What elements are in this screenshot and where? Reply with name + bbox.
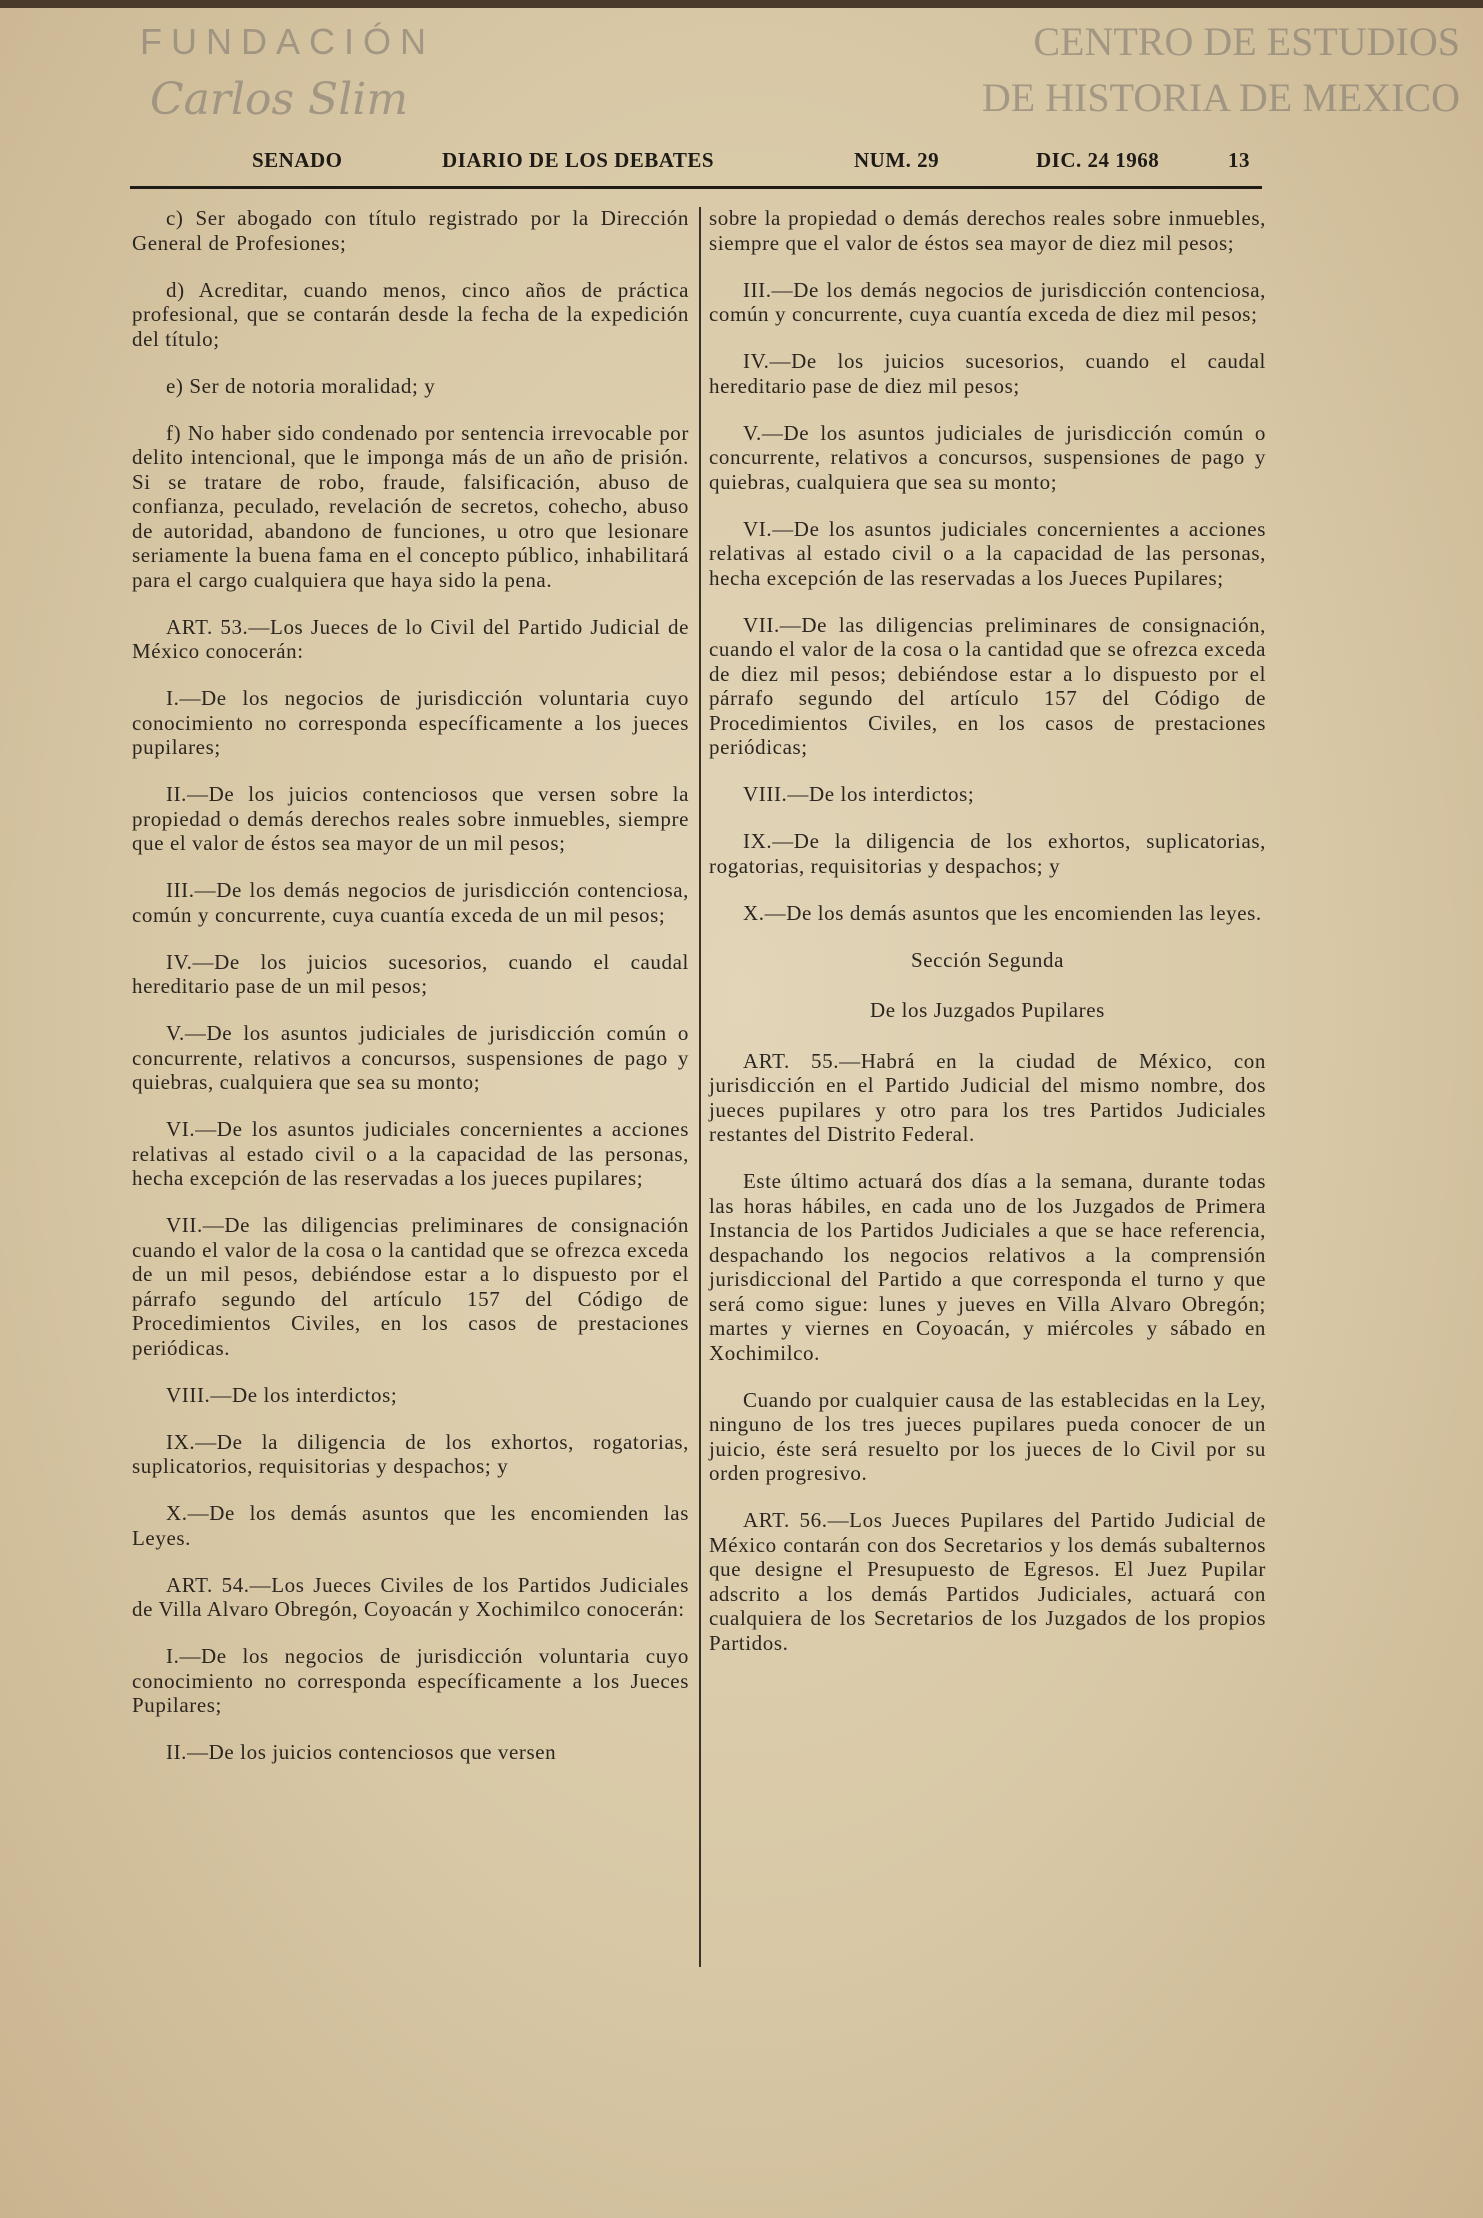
- column-divider: [699, 207, 701, 1967]
- paragraph: IV.—De los juicios sucesorios, cuando el caudal hereditario pase de un mil pesos;: [132, 949, 689, 998]
- section-heading: De los Juzgados Pupilares: [870, 998, 1105, 1022]
- paragraph: c) Ser abogado con título registrado por la Dirección General de Profesiones;: [132, 206, 689, 255]
- watermark-signature: Carlos Slim: [150, 74, 409, 125]
- paragraph: I.—De los negocios de jurisdicción voluntaria cuyo conocimiento no corresponda específicamente a los jueces pupilares;: [132, 686, 689, 759]
- paragraph: VII.—De las diligencias preliminares de consignación cuando el valor de la cosa o la cantidad que se ofrezca exceda de un mil pesos, debiéndose estar a lo dispuesto por el párrafo segundo del artículo 157 del Código de Procedimientos Civiles, en los casos de prestaciones periódicas.: [132, 1213, 689, 1360]
- paragraph: III.—De los demás negocios de jurisdicción contenciosa, común y concurrente, cuya cuantía exceda de un mil pesos;: [132, 878, 689, 927]
- right-column: [709, 206, 1266, 1678]
- paragraph: ART. 53.—Los Jueces de lo Civil del Partido Judicial de México conocerán:: [132, 614, 689, 663]
- header-number: NUM. 29: [854, 148, 940, 172]
- watermark-line: ESTUDIOS: [1266, 19, 1460, 64]
- paragraph: d) Acreditar, cuando menos, cinco años de práctica profesional, que se contarán desde la fecha de la expedición del título;: [132, 277, 689, 351]
- header-title: DIARIO DE LOS DEBATES: [442, 148, 715, 172]
- paragraph: X.—De los demás asuntos que les encomienden las Leyes.: [132, 1501, 689, 1550]
- running-header: [132, 148, 1259, 178]
- paragraph: IX.—De la diligencia de los exhortos, rogatorias, suplicatorios, requisitorias y despachos; y: [132, 1429, 689, 1478]
- paragraph: IX.—De la diligencia de los exhortos, suplicatorias, rogatorias, requisitorias y despachos; y: [709, 829, 1266, 878]
- paragraph: Cuando por cualquier causa de las establecidas en la Ley, ninguno de los tres jueces pupilares pueda conocer de un juicio, éste será resuelto por los jueces de lo Civil por su orden progresivo.: [709, 1387, 1266, 1485]
- paragraph: ART. 55.—Habrá en la ciudad de México, con jurisdicción en el Partido Judicial del mismo nombre, dos jueces pupilares y otro para los tres Partidos Judiciales restantes del Distrito Federal.: [709, 1048, 1266, 1146]
- paragraph: II.—De los juicios contenciosos que versen: [166, 1740, 557, 1764]
- paragraph: V.—De los asuntos judiciales de jurisdicción común o concurrente, relativos a concursos, suspensiones de pago y quiebras, cualquiera que sea su monto;: [709, 420, 1266, 494]
- paragraph: VIII.—De los interdictos;: [743, 782, 975, 806]
- watermark-centro: [880, 14, 1460, 126]
- scan-edge: [0, 0, 1483, 8]
- paragraph: VII.—De las diligencias preliminares de consignación, cuando el valor de la cosa o la cantidad que se ofrezca exceda de diez mil pesos; debiéndose estar a lo dispuesto por el párrafo segundo del artículo 157 del Código de Procedimientos Civiles, en los casos de prestaciones periódicas;: [709, 612, 1266, 759]
- paragraph: III.—De los demás negocios de jurisdicción contenciosa, común y concurrente, cuya cuantía exceda de diez mil pesos;: [709, 277, 1266, 326]
- watermark-foundation: FUNDACIÓN: [140, 21, 435, 62]
- header-section: SENADO: [252, 148, 343, 172]
- paragraph: II.—De los juicios contenciosos que versen sobre la propiedad o demás derechos reales sobre inmuebles, siempre que el valor de éstos sea mayor de un mil pesos;: [132, 782, 689, 855]
- left-column: [132, 206, 689, 1787]
- header-page: 13: [1228, 148, 1250, 172]
- paragraph: f) No haber sido condenado por sentencia irrevocable por delito intencional, que le imponga más de un año de prisión. Si se tratare de robo, fraude, falsificación, abuso de confianza, peculado, revelación de secretos, cohecho, abuso de autoridad, abandono de funciones, u otro que lesionare seriamente la buena fama en el concepto público, inhabilitará para el cargo cualquiera que haya sido la pena.: [132, 420, 689, 592]
- paragraph: VI.—De los asuntos judiciales concernientes a acciones relativas al estado civil o a la capacidad de las personas, hecha excepción de las reservadas a los Jueces Pupilares;: [709, 516, 1266, 590]
- paragraph: VI.—De los asuntos judiciales concernientes a acciones relativas al estado civil o a la capacidad de las personas, hecha excepción de las reservadas a los jueces pupilares;: [132, 1117, 689, 1190]
- watermark-line: DE MEXICO: [1238, 75, 1460, 120]
- paragraph: IV.—De los juicios sucesorios, cuando el caudal hereditario pase de diez mil pesos;: [709, 349, 1266, 398]
- paragraph: sobre la propiedad o demás derechos reales sobre inmuebles, siempre que el valor de éstos sea mayor de diez mil pesos;: [709, 206, 1266, 255]
- paragraph: I.—De los negocios de jurisdicción voluntaria cuyo conocimiento no corresponda específicamente a los Jueces Pupilares;: [132, 1644, 689, 1717]
- paragraph: X.—De los demás asuntos que les encomienden las leyes.: [743, 900, 1262, 925]
- header-rule: [130, 186, 1262, 189]
- paragraph: ART. 54.—Los Jueces Civiles de los Partidos Judiciales de Villa Alvaro Obregón, Coyoacán y Xochimilco conocerán:: [132, 1572, 689, 1621]
- paragraph: Este último actuará dos días a la semana, durante todas las horas hábiles, en cada uno de los Juzgados de Primera Instancia de los Partidos Judiciales a que se hace referencia, despachando los negocios relativos a la comprensión jurisdiccional del Partido a que corresponda el turno y que será como sigue: lunes y jueves en Villa Alvaro Obregón; martes y viernes en Coyoacán, y miércoles y sábado en Xochimilco.: [709, 1169, 1266, 1365]
- paragraph: ART. 56.—Los Jueces Pupilares del Partido Judicial de México contarán con dos Secretarios y los demás subalternos que designe el Presupuesto de Egresos. El Juez Pupilar adscrito a los demás Partidos Judiciales, actuará con cualquiera de los Secretarios de los Juzgados de los propios Partidos.: [709, 1508, 1266, 1655]
- paragraph: e) Ser de notoria moralidad; y: [166, 373, 436, 398]
- paragraph: VIII.—De los interdictos;: [166, 1382, 398, 1407]
- watermark-line: CENTRO DE: [1033, 19, 1257, 64]
- paragraph: V.—De los asuntos judiciales de jurisdicción común o concurrente, relativos a concursos, suspensiones de pago y quiebras, cualquiera que sea su monto;: [132, 1021, 689, 1094]
- header-date: DIC. 24 1968: [1036, 148, 1160, 172]
- watermark-line: DE HISTORIA: [981, 75, 1229, 120]
- section-heading: Sección Segunda: [910, 947, 1065, 972]
